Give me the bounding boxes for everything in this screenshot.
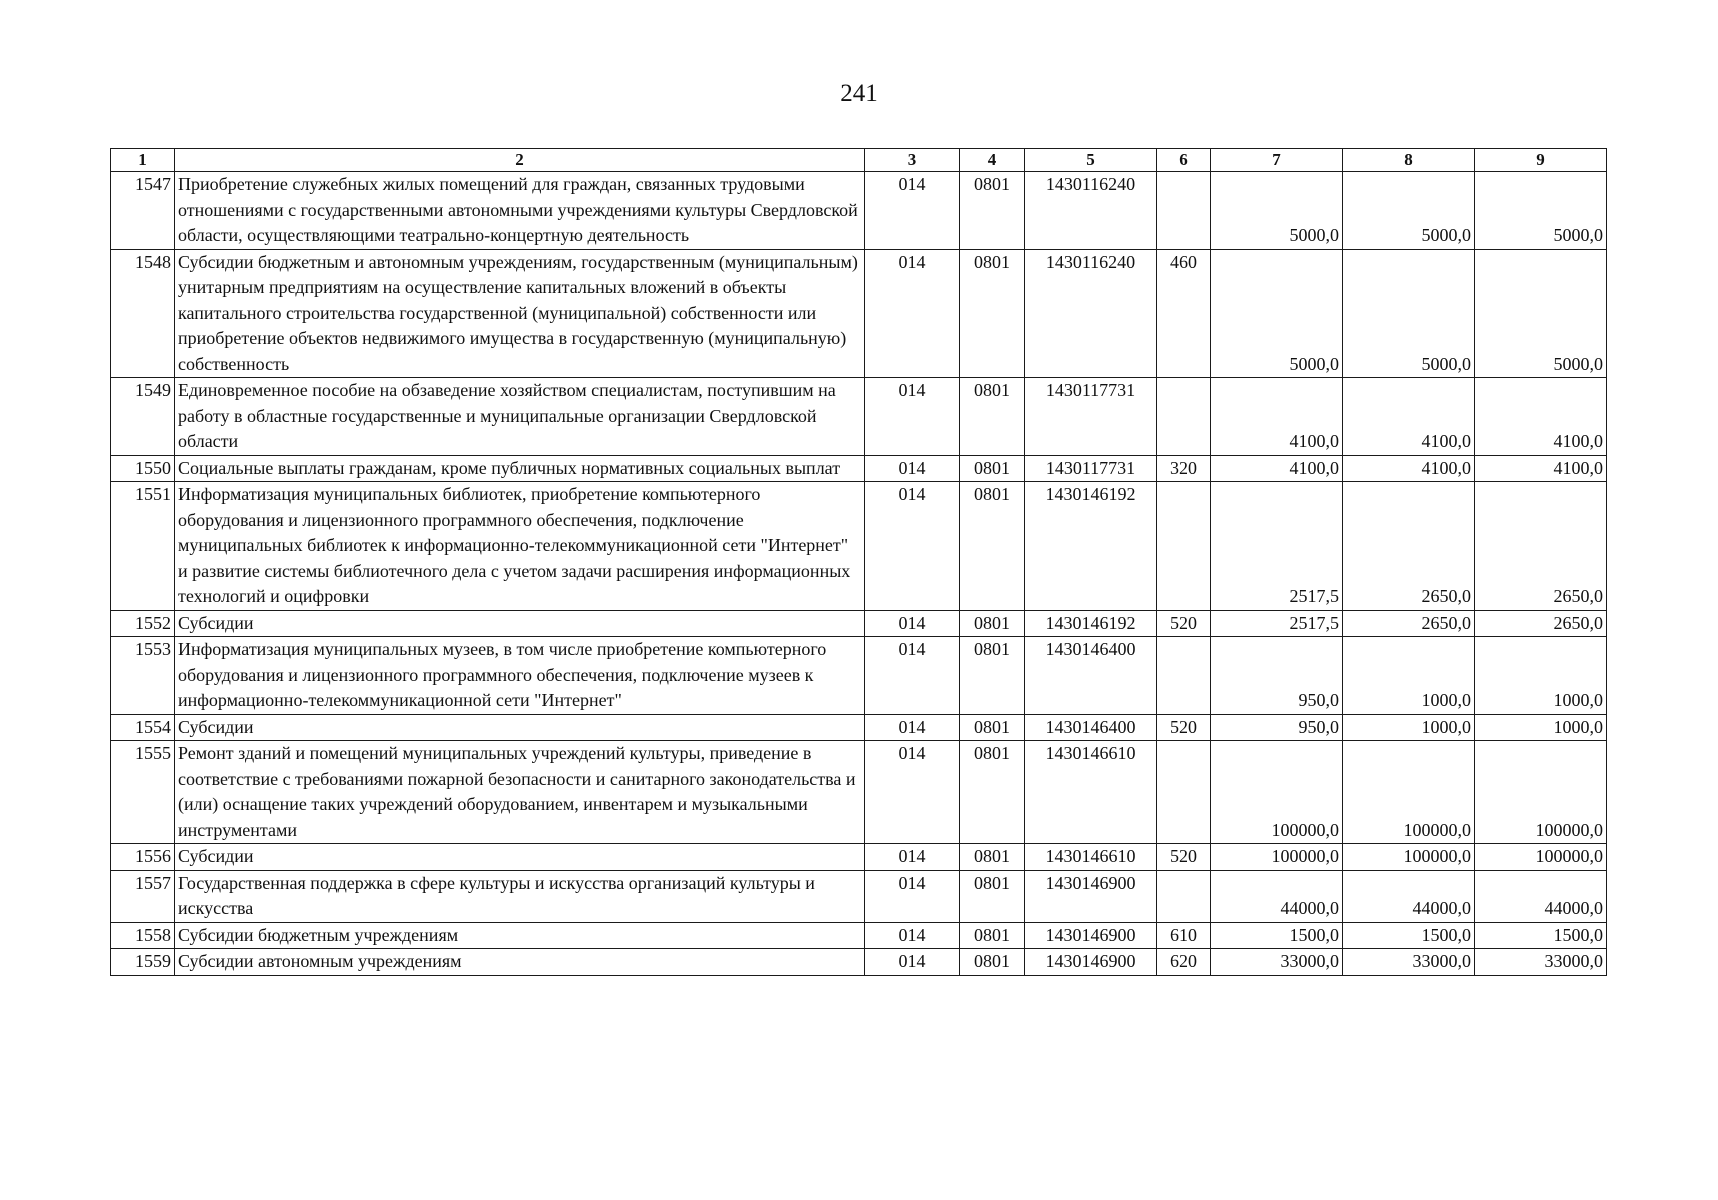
- target-article-code: 1430146192: [1025, 610, 1157, 637]
- target-article-code: 1430146400: [1025, 714, 1157, 741]
- row-number: 1559: [111, 949, 175, 976]
- table-row: [111, 637, 1607, 715]
- column-header: 9: [1475, 149, 1607, 172]
- section-code: 0801: [960, 482, 1025, 611]
- section-code: 0801: [960, 870, 1025, 922]
- page-number: 241: [840, 80, 878, 107]
- target-article-code: 1430146192: [1025, 482, 1157, 611]
- target-article-code: 1430146900: [1025, 949, 1157, 976]
- amount-year-3: 44000,0: [1475, 870, 1607, 922]
- amount-year-3: 5000,0: [1475, 172, 1607, 250]
- section-code: 0801: [960, 455, 1025, 482]
- amount-year-3: 1000,0: [1475, 714, 1607, 741]
- section-code: 0801: [960, 741, 1025, 844]
- amount-year-2: 4100,0: [1343, 378, 1475, 456]
- amount-year-2: 33000,0: [1343, 949, 1475, 976]
- amount-year-1: 100000,0: [1211, 741, 1343, 844]
- row-description: Субсидии бюджетным учреждениям: [175, 922, 865, 949]
- section-code: 0801: [960, 922, 1025, 949]
- amount-year-1: 33000,0: [1211, 949, 1343, 976]
- section-code: 0801: [960, 949, 1025, 976]
- table-row: [111, 378, 1607, 456]
- column-header: 1: [111, 149, 175, 172]
- amount-year-1: 2517,5: [1211, 482, 1343, 611]
- expense-type-code: [1157, 741, 1211, 844]
- amount-year-2: 1000,0: [1343, 714, 1475, 741]
- column-header: 8: [1343, 149, 1475, 172]
- amount-year-3: 1000,0: [1475, 637, 1607, 715]
- target-article-code: 1430146400: [1025, 637, 1157, 715]
- ministry-code: 014: [865, 741, 960, 844]
- section-code: 0801: [960, 378, 1025, 456]
- expense-type-code: 620: [1157, 949, 1211, 976]
- row-description: Субсидии автономным учреждениям: [175, 949, 865, 976]
- target-article-code: 1430117731: [1025, 455, 1157, 482]
- amount-year-1: 2517,5: [1211, 610, 1343, 637]
- amount-year-2: 100000,0: [1343, 844, 1475, 871]
- row-number: 1550: [111, 455, 175, 482]
- amount-year-1: 950,0: [1211, 637, 1343, 715]
- ministry-code: 014: [865, 482, 960, 611]
- section-code: 0801: [960, 714, 1025, 741]
- amount-year-3: 2650,0: [1475, 610, 1607, 637]
- target-article-code: 1430146900: [1025, 922, 1157, 949]
- expense-type-code: [1157, 482, 1211, 611]
- row-description: Информатизация муниципальных музеев, в том числе приобретение компьютерного оборудования и лицензионного программного обеспечения, подключение музеев к информационно-телекоммуникационной сети "Интернет": [175, 637, 865, 715]
- expense-type-code: 320: [1157, 455, 1211, 482]
- amount-year-2: 2650,0: [1343, 482, 1475, 611]
- ministry-code: 014: [865, 844, 960, 871]
- target-article-code: 1430116240: [1025, 249, 1157, 378]
- row-number: 1548: [111, 249, 175, 378]
- amount-year-3: 5000,0: [1475, 249, 1607, 378]
- row-description: Приобретение служебных жилых помещений для граждан, связанных трудовыми отношениями с государственными автономными учреждениями культуры Свердловской области, осуществляющими театрально-концертную деятельность: [175, 172, 865, 250]
- table-row: [111, 455, 1607, 482]
- row-number: 1555: [111, 741, 175, 844]
- amount-year-1: 1500,0: [1211, 922, 1343, 949]
- section-code: 0801: [960, 844, 1025, 871]
- ministry-code: 014: [865, 172, 960, 250]
- amount-year-3: 2650,0: [1475, 482, 1607, 611]
- table-row: [111, 870, 1607, 922]
- row-number: 1556: [111, 844, 175, 871]
- ministry-code: 014: [865, 870, 960, 922]
- amount-year-2: 5000,0: [1343, 249, 1475, 378]
- amount-year-3: 4100,0: [1475, 455, 1607, 482]
- amount-year-2: 1500,0: [1343, 922, 1475, 949]
- column-header: 2: [175, 149, 865, 172]
- ministry-code: 014: [865, 637, 960, 715]
- table-row: [111, 714, 1607, 741]
- amount-year-1: 5000,0: [1211, 172, 1343, 250]
- table-row: [111, 249, 1607, 378]
- table-row: [111, 610, 1607, 637]
- amount-year-3: 4100,0: [1475, 378, 1607, 456]
- amount-year-3: 33000,0: [1475, 949, 1607, 976]
- row-description: Единовременное пособие на обзаведение хозяйством специалистам, поступившим на работу в областные государственные и муниципальные организации Свердловской области: [175, 378, 865, 456]
- expense-type-code: [1157, 172, 1211, 250]
- amount-year-2: 44000,0: [1343, 870, 1475, 922]
- expense-type-code: 520: [1157, 844, 1211, 871]
- amount-year-2: 100000,0: [1343, 741, 1475, 844]
- row-number: 1552: [111, 610, 175, 637]
- row-description: Субсидии: [175, 714, 865, 741]
- target-article-code: 1430146610: [1025, 844, 1157, 871]
- table-row: [111, 922, 1607, 949]
- target-article-code: 1430117731: [1025, 378, 1157, 456]
- target-article-code: 1430116240: [1025, 172, 1157, 250]
- row-number: 1554: [111, 714, 175, 741]
- ministry-code: 014: [865, 714, 960, 741]
- table-row: [111, 741, 1607, 844]
- row-number: 1547: [111, 172, 175, 250]
- amount-year-1: 4100,0: [1211, 455, 1343, 482]
- row-number: 1558: [111, 922, 175, 949]
- expense-type-code: 520: [1157, 714, 1211, 741]
- table-row: [111, 172, 1607, 250]
- ministry-code: 014: [865, 610, 960, 637]
- expense-type-code: [1157, 637, 1211, 715]
- section-code: 0801: [960, 172, 1025, 250]
- section-code: 0801: [960, 249, 1025, 378]
- row-description: Государственная поддержка в сфере культуры и искусства организаций культуры и искусства: [175, 870, 865, 922]
- column-header: 3: [865, 149, 960, 172]
- budget-table: [110, 148, 1607, 976]
- amount-year-3: 100000,0: [1475, 741, 1607, 844]
- amount-year-2: 5000,0: [1343, 172, 1475, 250]
- expense-type-code: 520: [1157, 610, 1211, 637]
- amount-year-1: 4100,0: [1211, 378, 1343, 456]
- table-row: [111, 482, 1607, 611]
- ministry-code: 014: [865, 949, 960, 976]
- section-code: 0801: [960, 610, 1025, 637]
- row-number: 1551: [111, 482, 175, 611]
- amount-year-3: 100000,0: [1475, 844, 1607, 871]
- row-description: Субсидии: [175, 610, 865, 637]
- row-description: Ремонт зданий и помещений муниципальных учреждений культуры, приведение в соответствие с требованиями пожарной безопасности и санитарного законодательства и (или) оснащение таких учреждений оборудованием, инвентарем и музыкальными инструментами: [175, 741, 865, 844]
- ministry-code: 014: [865, 455, 960, 482]
- row-number: 1553: [111, 637, 175, 715]
- amount-year-1: 5000,0: [1211, 249, 1343, 378]
- amount-year-3: 1500,0: [1475, 922, 1607, 949]
- ministry-code: 014: [865, 922, 960, 949]
- row-number: 1549: [111, 378, 175, 456]
- expense-type-code: [1157, 378, 1211, 456]
- amount-year-2: 4100,0: [1343, 455, 1475, 482]
- column-header: 5: [1025, 149, 1157, 172]
- row-description: Информатизация муниципальных библиотек, приобретение компьютерного оборудования и лицензионного программного обеспечения, подключение муниципальных библиотек к информационно-телекоммуникационной сети "Интернет" и развитие системы библиотечного дела с учетом задачи расширения информационных технологий и оцифровки: [175, 482, 865, 611]
- row-number: 1557: [111, 870, 175, 922]
- amount-year-1: 950,0: [1211, 714, 1343, 741]
- target-article-code: 1430146900: [1025, 870, 1157, 922]
- ministry-code: 014: [865, 378, 960, 456]
- column-header: 7: [1211, 149, 1343, 172]
- amount-year-1: 44000,0: [1211, 870, 1343, 922]
- table-row: [111, 844, 1607, 871]
- amount-year-1: 100000,0: [1211, 844, 1343, 871]
- row-description: Субсидии бюджетным и автономным учреждениям, государственным (муниципальным) унитарным предприятиям на осуществление капитальных вложений в объекты капитального строительства государственной (муниципальной) собственности или приобретение объектов недвижимого имущества в государственную (муниципальную) собственность: [175, 249, 865, 378]
- row-description: Субсидии: [175, 844, 865, 871]
- expense-type-code: 460: [1157, 249, 1211, 378]
- amount-year-2: 1000,0: [1343, 637, 1475, 715]
- expense-type-code: [1157, 870, 1211, 922]
- column-header: 4: [960, 149, 1025, 172]
- ministry-code: 014: [865, 249, 960, 378]
- table-row: [111, 949, 1607, 976]
- expense-type-code: 610: [1157, 922, 1211, 949]
- section-code: 0801: [960, 637, 1025, 715]
- amount-year-2: 2650,0: [1343, 610, 1475, 637]
- target-article-code: 1430146610: [1025, 741, 1157, 844]
- column-header: 6: [1157, 149, 1211, 172]
- row-description: Социальные выплаты гражданам, кроме публичных нормативных социальных выплат: [175, 455, 865, 482]
- header-row: [111, 149, 1607, 172]
